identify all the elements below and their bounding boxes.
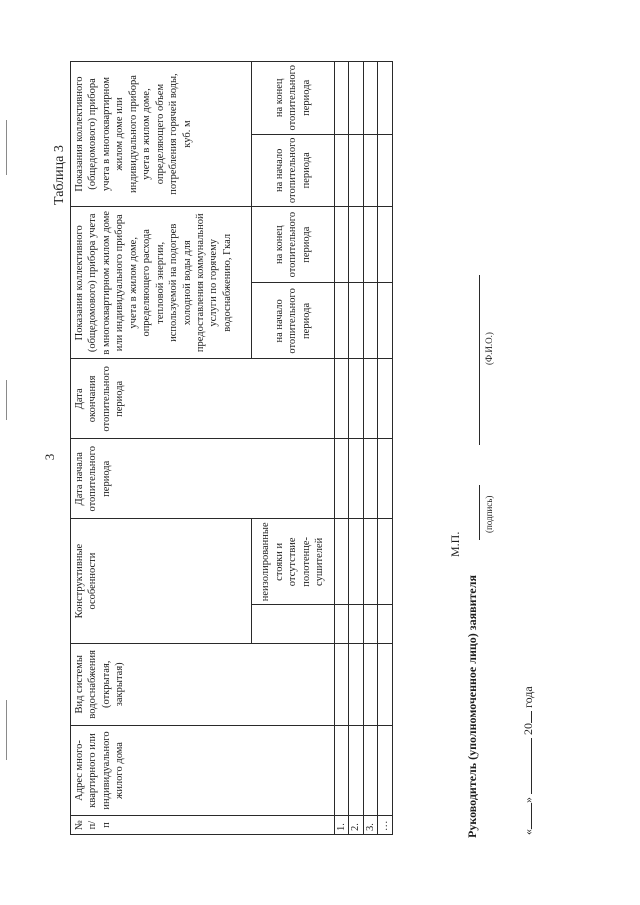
row-number: 2. (349, 816, 363, 835)
row-number: 3. (363, 816, 377, 835)
stamp-mark: М.П. (448, 531, 462, 557)
year-suffix: года (521, 686, 535, 708)
header-construction: Конструктивные особенности (71, 519, 252, 643)
row-number: … (378, 816, 392, 835)
header-end-date: Дата окончания отопительного периода (71, 359, 335, 439)
name-line (479, 275, 480, 445)
subheader-heat-start: на начало отопительного периода (252, 283, 335, 359)
row-number: 1. (335, 816, 349, 835)
table-row (335, 62, 349, 835)
signature-line (479, 485, 480, 540)
data-table (70, 61, 393, 835)
header-start-date: Дата начала отопительного периода (71, 439, 335, 519)
table-row (378, 62, 392, 835)
header-water-meter: Показания коллективного (общедомового) прибора учета в многоквартирном жилом доме или индивидуального прибора учета в жилом доме, определяющего объем потребления горячей воды, куб. м (71, 62, 252, 207)
header-heat-meter: Показания коллективного (общедомового) прибора учета в многоквартирном жилом доме или индивидуального прибора учета в жилом доме, определяющего расхода тепловой энергии, используемой на подогрев холодной воды для предоставления коммунальной услуги по горячему водоснабжению, Гкал (71, 207, 252, 359)
page-number: 3 (42, 453, 57, 461)
date-line (521, 686, 536, 835)
subheader-water-start: на начало отопительного периода (252, 134, 335, 207)
header-row (71, 62, 252, 835)
name-caption: (Ф.И.О.) (484, 332, 494, 365)
year-blank (531, 711, 532, 723)
subheader-construction: неизолированные стояки и отсутствие полотенце- сушителей (252, 519, 335, 605)
subheader-blank (252, 605, 335, 643)
date-quote-close: » (521, 797, 535, 803)
rotated-page-content (0, 61, 640, 895)
table-row (363, 62, 377, 835)
header-water-system: Вид системы водоснабжения (открытая, закрытая) (71, 643, 335, 725)
month-blank (531, 738, 532, 794)
subheader-water-end: на конец отопительного периода (252, 62, 335, 135)
year-prefix: 20 (521, 723, 535, 735)
header-num: № п/п (71, 816, 335, 835)
signer-label: Руководитель (уполномоченное лицо) заявителя (465, 575, 479, 838)
date-quote-open: « (521, 829, 535, 835)
signature-caption: (подпись) (484, 495, 494, 533)
table-row (349, 62, 363, 835)
subheader-heat-end: на конец отопительного периода (252, 207, 335, 283)
header-address: Адрес много- квартирного или индивидуального жилого дома (71, 725, 335, 815)
table-title: Таблица 3 (52, 145, 67, 205)
day-blank (531, 803, 532, 829)
